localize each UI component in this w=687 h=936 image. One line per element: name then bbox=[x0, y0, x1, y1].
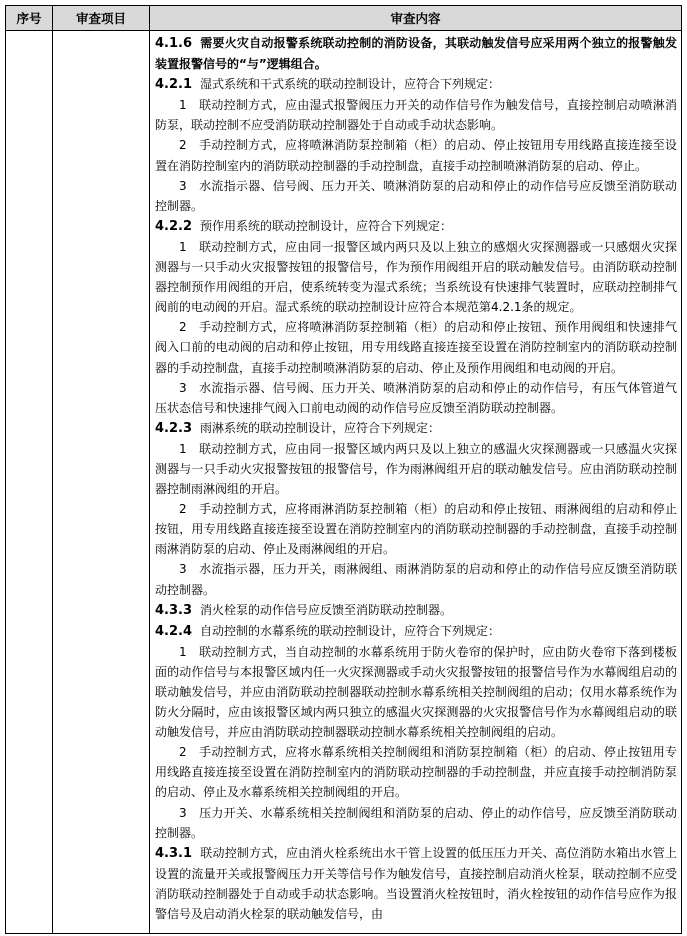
paragraph-text: 预作用系统的联动控制设计，应符合下列规定： bbox=[200, 218, 453, 233]
clause-4-1-6 bbox=[155, 33, 677, 74]
review-content bbox=[150, 31, 681, 933]
list-item bbox=[155, 378, 677, 418]
review-item-cell bbox=[53, 31, 150, 934]
list-item bbox=[155, 317, 677, 377]
paragraph-text: 1 联动控制方式，应由同一报警区域内两只及以上独立的感温火灾探测器或一只感温火灾探测器与一只手动火灾报警按钮的报警信号，作为雨淋阀组开启的联动触发信号。应由消防联动控制器控制雨淋阀组的开启。 bbox=[155, 441, 677, 497]
paragraph-text: 湿式系统和干式系统的联动控制设计，应符合下列规定： bbox=[200, 77, 501, 92]
clause-number: 4.3.3 bbox=[155, 602, 193, 618]
clause-4-3-3 bbox=[155, 600, 677, 621]
paragraph-text: 2 手动控制方式，应将水幕系统相关控制阀组和消防泵控制箱（柜）的启动、停止按钮用专用线路直接连接至设置在消防控制室内的消防联动控制器的手动控制盘，并应直接手动控制消防泵的启动、停止及水幕系统相关控制阀组的开启。 bbox=[155, 745, 677, 800]
header-serial-number: 序号 bbox=[6, 6, 53, 31]
clause-4-3-1 bbox=[155, 843, 677, 924]
review-table bbox=[5, 5, 682, 934]
paragraph-text: 需要火灾自动报警系统联动控制的消防设备，其联动触发信号应采用两个独立的报警触发装置报警信号的“与”逻辑组合。 bbox=[155, 36, 677, 72]
clause-number: 4.2.1 bbox=[155, 77, 193, 93]
paragraph-text: 3 水流指示器、信号阀、压力开关、喷淋消防泵的启动和停止的动作信号应反馈至消防联动控制器。 bbox=[155, 178, 677, 213]
clause-number: 4.1.6 bbox=[155, 36, 193, 51]
clause-4-2-1 bbox=[155, 74, 677, 95]
paragraph-text: 消火栓泵的动作信号应反馈至消防联动控制器。 bbox=[200, 602, 453, 617]
clause-number: 4.3.1 bbox=[155, 845, 193, 861]
header-review-item: 审查项目 bbox=[53, 6, 150, 31]
list-item bbox=[155, 803, 677, 843]
paragraph-text: 自动控制的水幕系统的联动控制设计，应符合下列规定： bbox=[200, 623, 501, 638]
serial-number-cell bbox=[6, 31, 53, 934]
list-item bbox=[155, 439, 677, 499]
paragraph-text: 雨淋系统的联动控制设计，应符合下列规定： bbox=[200, 420, 441, 435]
paragraph-text: 2 手动控制方式，应将雨淋消防泵控制箱（柜）的启动和停止按钮、雨淋阀组的启动和停止按钮，用专用线路直接连接至设置在消防控制室内的消防联动控制器的手动控制盘，直接手动控制雨淋消防泵的启动、停止及雨淋阀组的开启。 bbox=[155, 502, 677, 557]
list-item bbox=[155, 559, 677, 599]
list-item bbox=[155, 176, 677, 216]
list-item bbox=[155, 742, 677, 802]
paragraph-text: 3 水流指示器、信号阀、压力开关、喷淋消防泵的启动和停止的动作信号，有压气体管道气压状态信号和快速排气阀入口前电动阀的动作信号应反馈至消防联动控制器。 bbox=[155, 380, 677, 415]
paragraph-text: 1 联动控制方式，应由湿式报警阀压力开关的动作信号作为触发信号，直接控制启动喷淋消防泵，联动控制不应受消防联动控制器处于自动或手动状态影响。 bbox=[155, 98, 677, 133]
header-row bbox=[6, 6, 682, 31]
paragraph-text: 联动控制方式，应由消火栓系统出水干管上设置的低压压力开关、高位消防水箱出水管上设置的流量开关或报警阀压力开关等信号作为触发信号，直接控制启动消火栓泵，联动控制不应受消防联动控制器处于自动或手动状态影响。当设置消火栓按钮时，消火栓按钮的动作信号应作为报警信号及启动消火栓泵的联动触发信号，由 bbox=[155, 845, 677, 922]
clause-4-2-3 bbox=[155, 418, 677, 439]
paragraph-text: 2 手动控制方式，应将喷淋消防泵控制箱（柜）的启动和停止按钮、预作用阀组和快速排气阀入口前的电动阀的启动和停止按钮，用专用线路直接连接至设置在消防控制室内的消防联动控制器的手动控制盘，直接手动控制喷淋消防泵的启动、停止及预作用阀组和电动阀的开启。 bbox=[155, 320, 677, 375]
clause-number: 4.2.4 bbox=[155, 623, 193, 639]
header-review-content: 审查内容 bbox=[150, 6, 682, 31]
list-item bbox=[155, 135, 677, 175]
table-row bbox=[6, 31, 682, 934]
list-item bbox=[155, 237, 677, 317]
paragraph-text: 2 手动控制方式，应将喷淋消防泵控制箱（柜）的启动、停止按钮用专用线路直接连接至设置在消防控制室内的消防联动控制器的手动控制盘，直接手动控制喷淋消防泵的启动、停止。 bbox=[155, 138, 677, 173]
paragraph-text: 1 联动控制方式，当自动控制的水幕系统用于防火卷帘的保护时，应由防火卷帘下落到楼板面的动作信号与本报警区域内任一火灾探测器或手动火灾报警按钮的报警信号作为水幕阀组启动的联动触发信号，并应由消防联动控制器联动控制水幕系统相关控制阀组的启动；仅用水幕系统作为防火分隔时，应由该报警区域内两只独立的感温火灾探测器的火灾报警信号作为水幕阀组启动的联动触发信号，并应由消防联动控制器联动控制水幕系统相关控制阀组的启动。 bbox=[155, 644, 677, 740]
clause-4-2-4 bbox=[155, 621, 677, 642]
review-content-cell bbox=[150, 31, 682, 934]
clause-number: 4.2.3 bbox=[155, 420, 193, 436]
paragraph-text: 1 联动控制方式，应由同一报警区域内两只及以上独立的感烟火灾探测器或一只感烟火灾探测器与一只手动火灾报警按钮的报警信号，作为预作用阀组开启的联动触发信号。由消防联动控制器控制预作用阀组的开启，使系统转变为湿式系统；当系统设有快速排气装置时，应联动控制排气阀前的电动阀的开启。湿式系统的联动控制设计应符合本规范第4.2.1条的规定。 bbox=[155, 239, 677, 315]
clause-4-2-2 bbox=[155, 216, 677, 237]
clause-number: 4.2.2 bbox=[155, 218, 193, 234]
list-item bbox=[155, 499, 677, 559]
paragraph-text: 3 水流指示器，压力开关，雨淋阀组、雨淋消防泵的启动和停止的动作信号应反馈至消防联动控制器。 bbox=[155, 562, 677, 597]
list-item bbox=[155, 95, 677, 135]
paragraph-text: 3 压力开关、水幕系统相关控制阀组和消防泵的启动、停止的动作信号，应反馈至消防联动控制器。 bbox=[155, 805, 677, 840]
list-item bbox=[155, 642, 677, 742]
